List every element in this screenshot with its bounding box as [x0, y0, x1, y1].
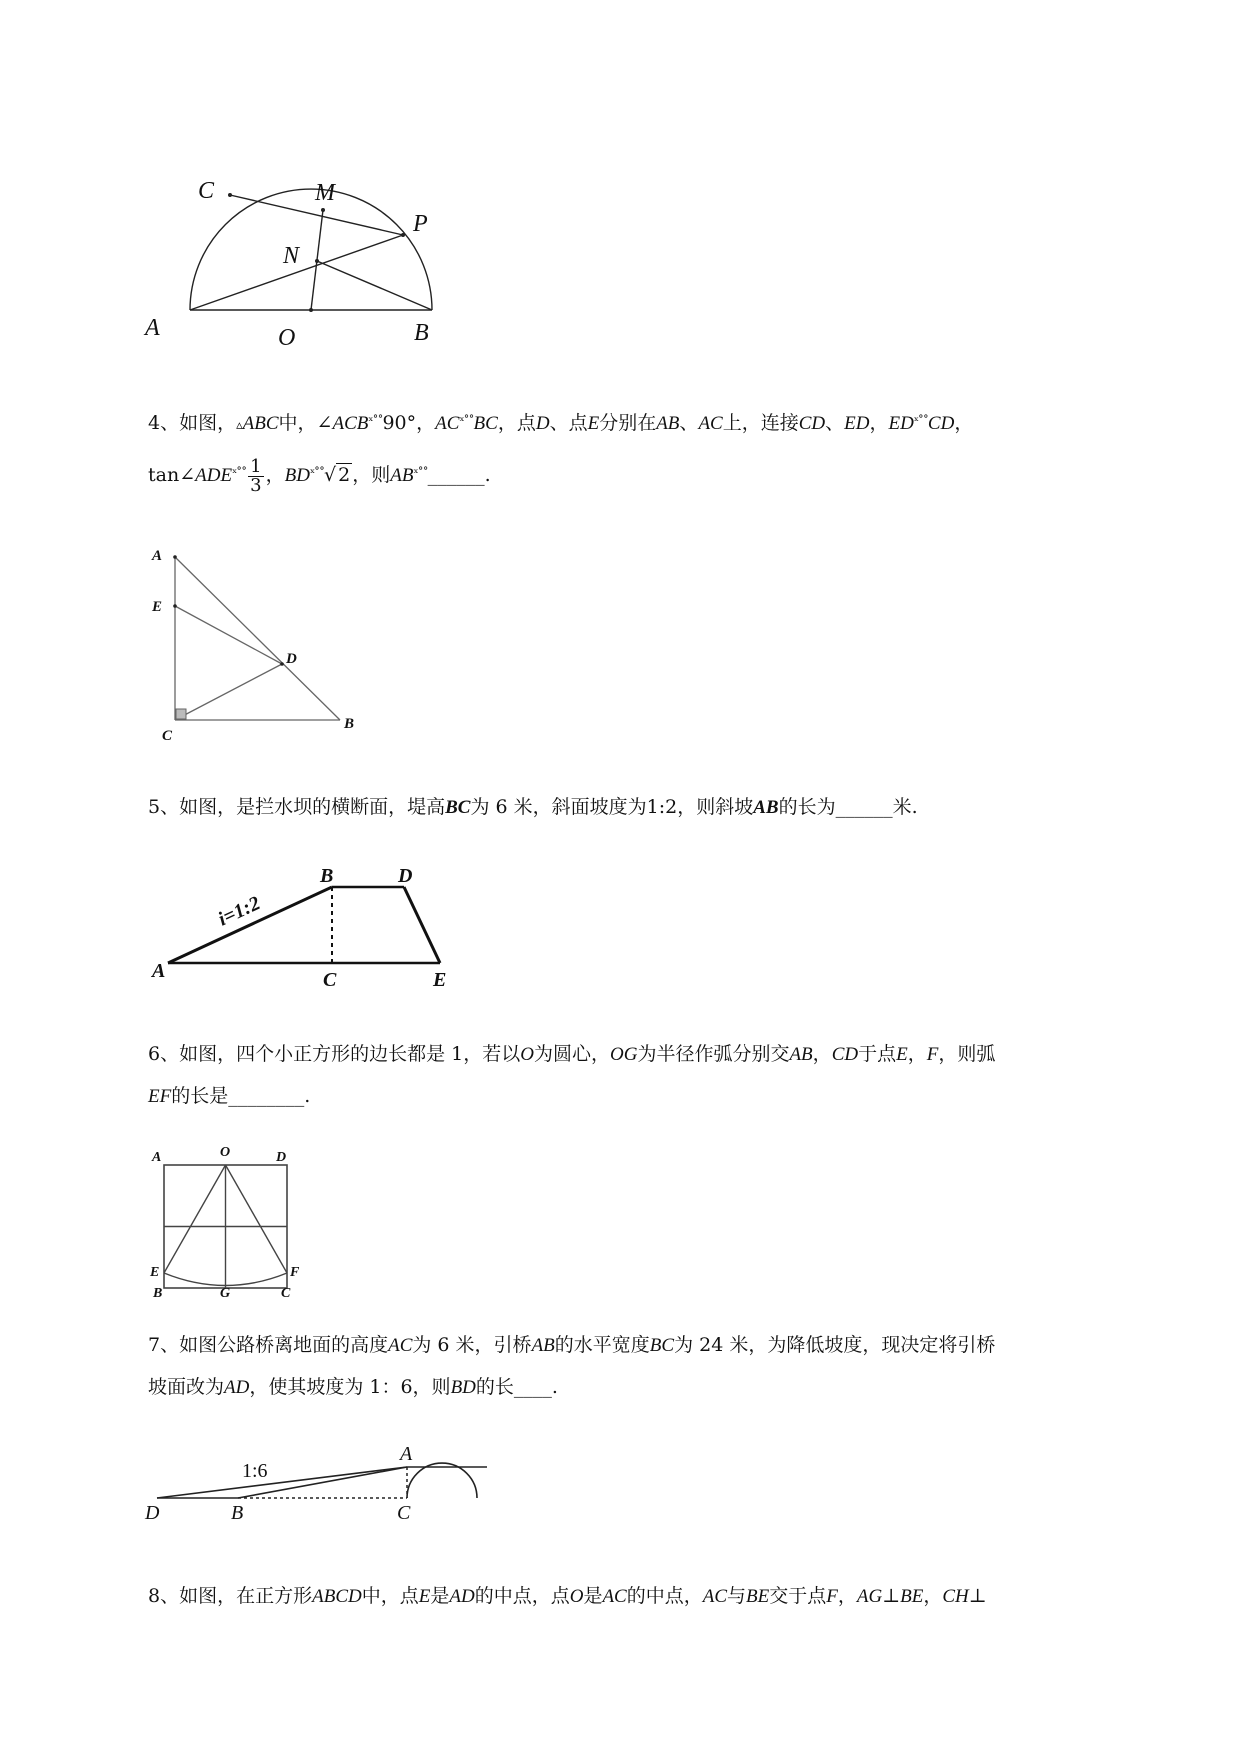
answer-blank: ______ [835, 796, 893, 818]
label-e: E [152, 599, 163, 615]
figure-bridge-ramp [145, 1430, 505, 1530]
answer-blank: ______ [427, 464, 485, 486]
label-b: B [231, 1502, 244, 1524]
label-n: N [283, 243, 300, 269]
label-a: A [152, 1150, 162, 1165]
semicircle-arc [190, 189, 432, 310]
figure-semicircle [145, 165, 470, 355]
slope-label: i=1:2 [214, 892, 264, 931]
label-b: B [344, 716, 355, 732]
label-b: B [153, 1286, 163, 1301]
label-o: O [220, 1145, 231, 1160]
question-5: 5、如图，是拦水坝的横断面，堤高BC为 6 米，斜面坡度为1:2，则斜坡AB的长为______米. [148, 796, 918, 818]
label-p: P [413, 211, 428, 237]
label-d: D [398, 865, 413, 887]
label-c: C [281, 1286, 291, 1301]
label-a: A [152, 548, 163, 564]
figure-dam-cross-section [150, 860, 470, 990]
fraction-one-third: $\frac{1}{3}$ [250, 455, 262, 496]
label-d: D [286, 651, 297, 667]
label-c: C [198, 178, 215, 204]
label-a: A [400, 1443, 413, 1465]
question-8: 8、如图，在正方形ABCD中，点E是AD的中点，点O是AC的中点，AC与BE交于点F，AG⊥BE，CH⊥ [148, 1585, 987, 1607]
slope-label: 1:6 [242, 1460, 268, 1482]
question-7-line-2: 坡面改为AD，使其坡度为 1：6，则BD的长____. [148, 1376, 558, 1398]
label-e: E [150, 1265, 160, 1280]
label-m: M [315, 180, 335, 206]
question-6-line-1: 6、如图，四个小正方形的边长都是 1，若以O为圆心，OG为半径作弧分别交AB，CD于点E，F，则弧 [148, 1043, 996, 1065]
label-o: O [278, 325, 296, 351]
question-4-line-1: 4、如图，▵ABC中，$\angle ACB^{ˣ˚˚}90^\circ$，$AC^{ˣ˚˚}BC$，点D、点E分别在AB、AC上，连接CD、ED，$ED^{ˣ˚˚}CD$， [148, 412, 974, 434]
label-g: G [220, 1286, 231, 1301]
label-d: D [276, 1150, 287, 1165]
label-e: E [433, 969, 447, 991]
segment-nb [317, 261, 432, 310]
label-b: B [414, 320, 429, 346]
question-7-line-1: 7、如图公路桥离地面的高度AC为 6 米，引桥AB的水平宽度BC为 24 米，为降低坡度，现决定将引桥 [148, 1334, 996, 1356]
label-a: A [152, 960, 166, 982]
label-c: C [162, 728, 173, 744]
question-6-line-2: EF的长是________. [148, 1085, 311, 1107]
question-4-line-2: $\tan\angle ADE^{ˣ˚˚}$ $\frac{1}{3}$ ，$BD^{ˣ˚˚}√$ 2 ，则$AB^{ˣ˚˚}\_\_\_\_\_\_$. [148, 455, 491, 496]
figure-four-squares [150, 1145, 310, 1301]
label-f: F [290, 1265, 300, 1280]
label-a: A [145, 315, 160, 341]
label-b: B [320, 865, 334, 887]
label-d: D [145, 1502, 160, 1524]
answer-blank: ________ [228, 1085, 305, 1107]
answer-blank: ____ [513, 1376, 552, 1398]
label-c: C [397, 1502, 411, 1524]
label-c: C [323, 969, 337, 991]
figure-right-triangle [152, 548, 372, 748]
